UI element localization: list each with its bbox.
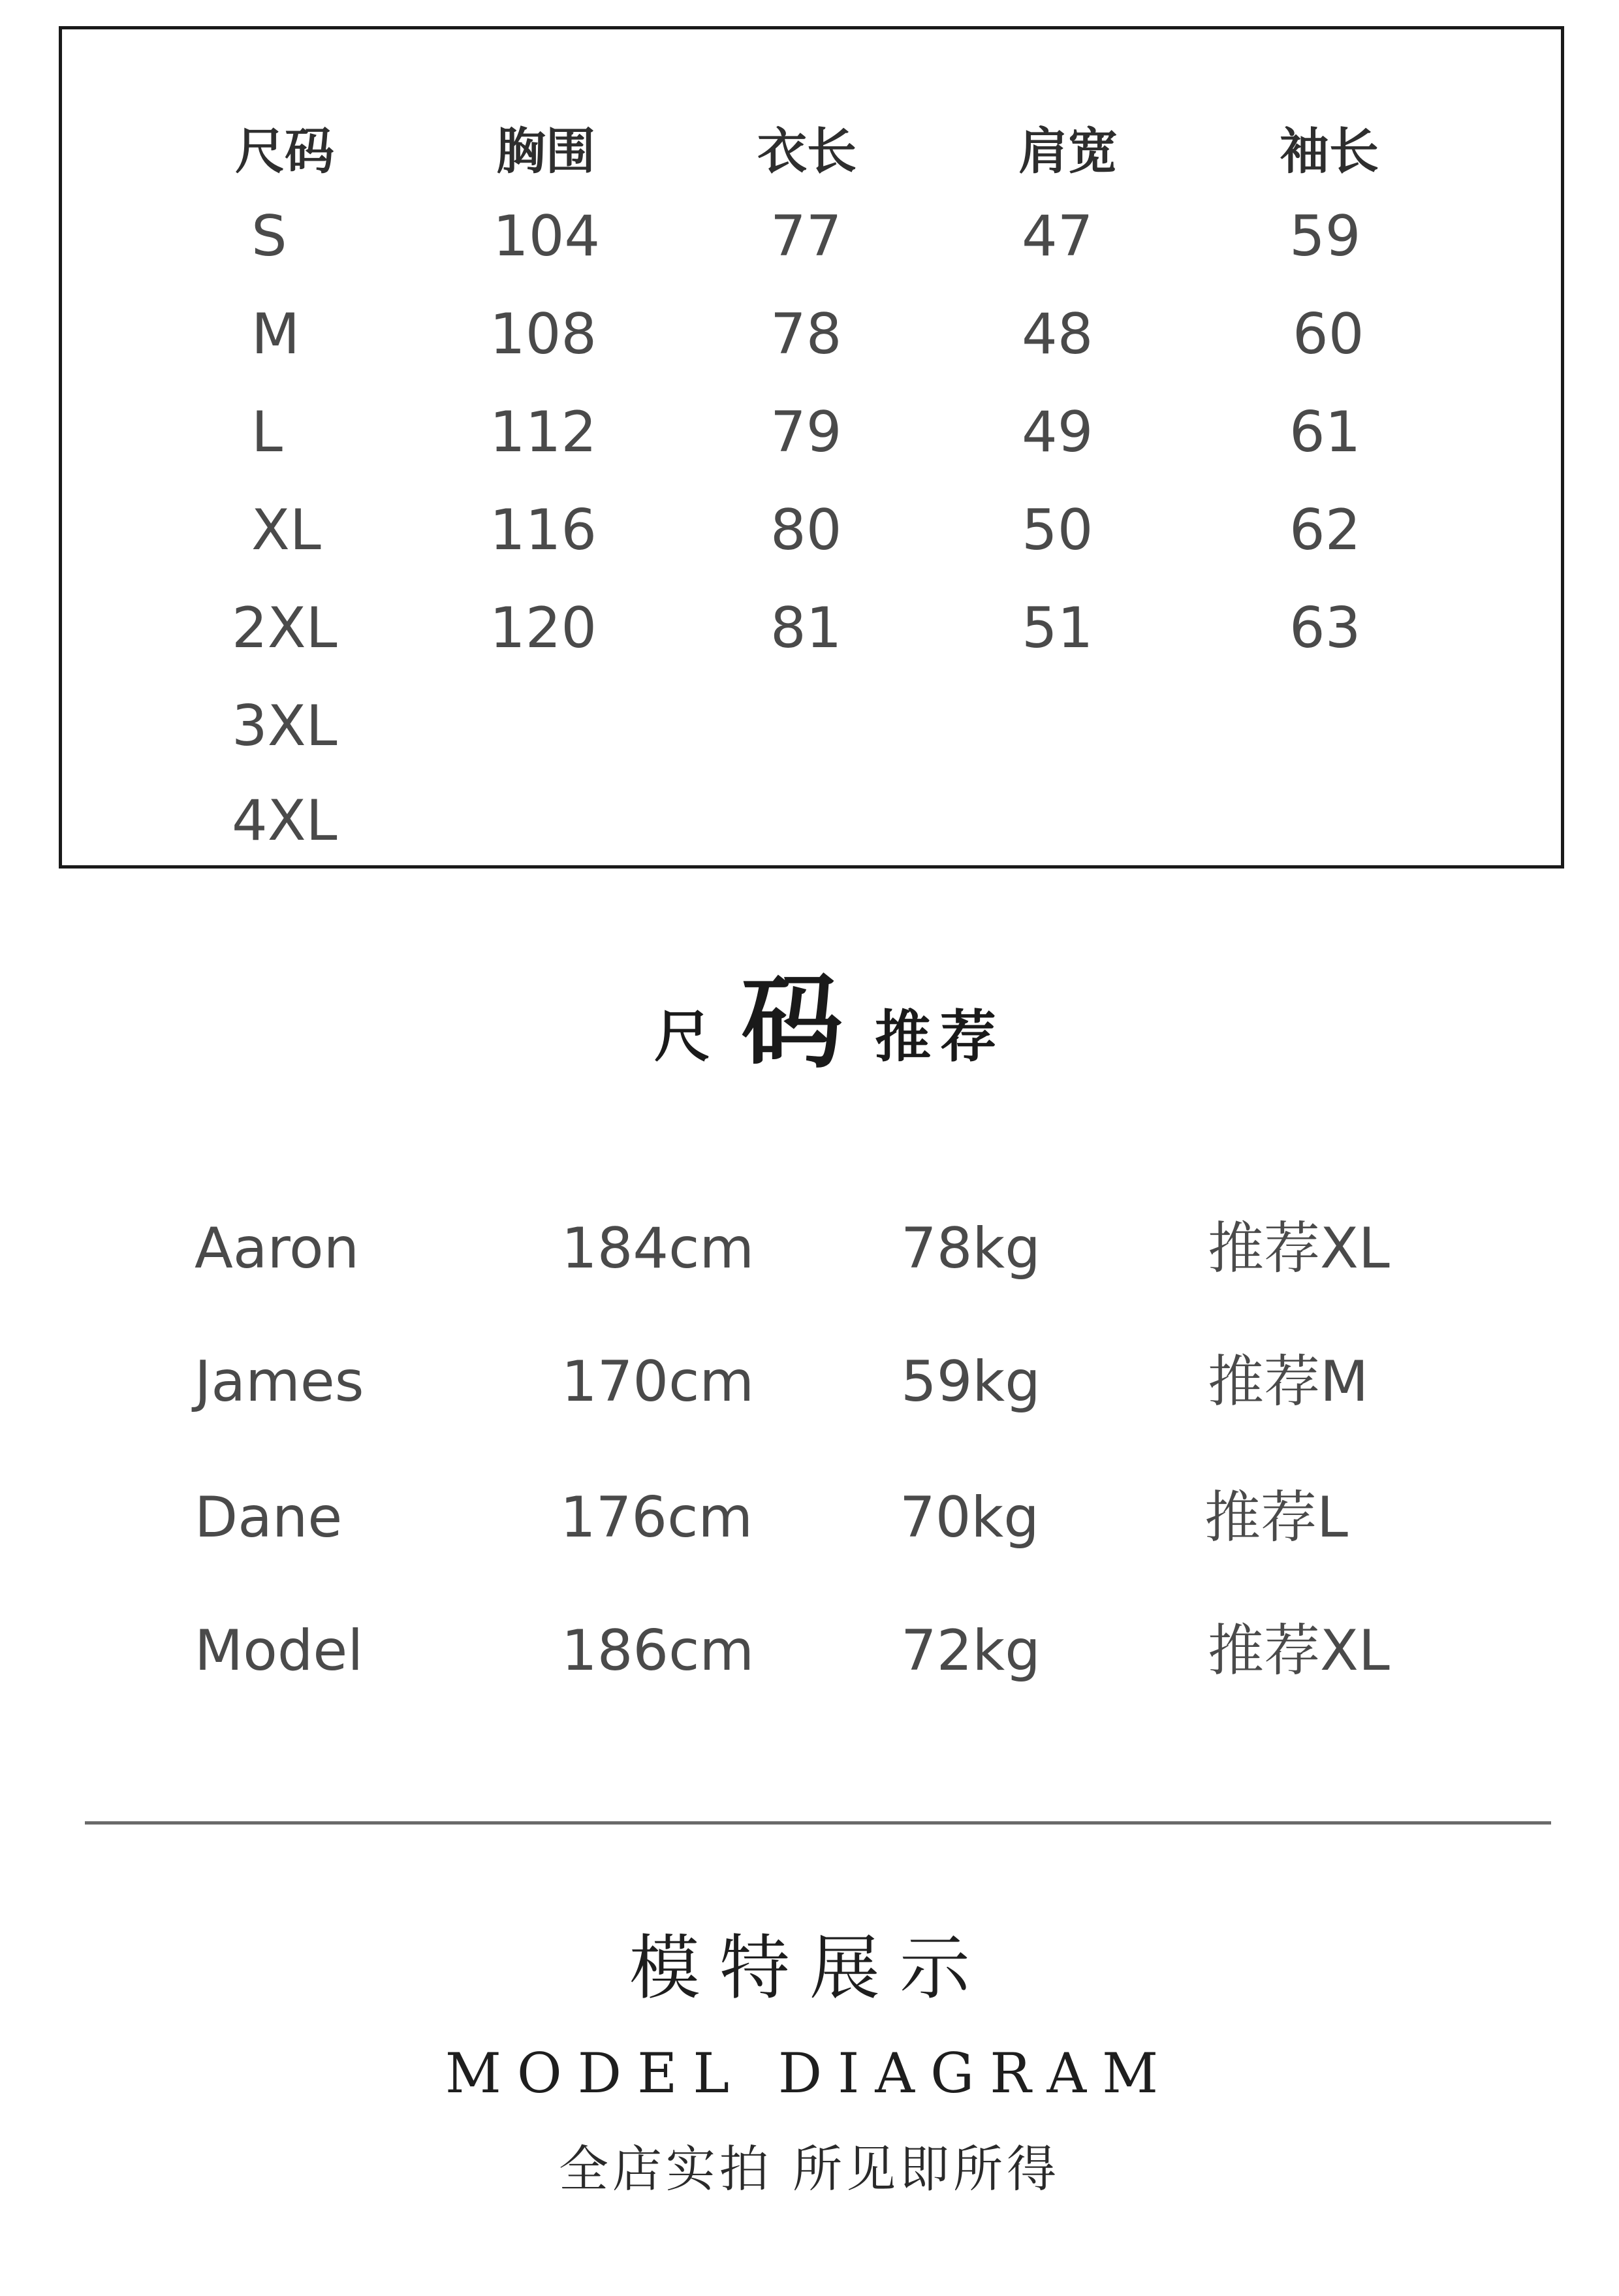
- size-cell: 3XL: [232, 694, 338, 759]
- sleeve-cell: 59: [1289, 204, 1361, 269]
- title-char: 尺: [654, 1004, 710, 1070]
- model-height: 184cm: [561, 1216, 755, 1281]
- chest-cell: 116: [490, 498, 597, 563]
- shoulder-cell: 49: [1022, 400, 1093, 465]
- header-size: 尺码: [235, 122, 334, 180]
- title-char: 推: [875, 1004, 931, 1070]
- model-recommended-size: 推荐L: [1204, 1485, 1348, 1550]
- section-divider: [85, 1821, 1551, 1825]
- model-weight: 78kg: [901, 1216, 1041, 1281]
- model-recommended-size: 推荐XL: [1208, 1618, 1390, 1683]
- model-height: 170cm: [561, 1349, 755, 1414]
- chest-cell: 104: [493, 204, 601, 269]
- shoulder-cell: 51: [1022, 596, 1093, 661]
- shoulder-cell: 48: [1022, 302, 1093, 367]
- chest-cell: 112: [490, 400, 597, 465]
- model-name: Aaron: [195, 1216, 360, 1281]
- length-cell: 78: [770, 302, 842, 367]
- length-cell: 77: [770, 204, 842, 269]
- model-weight: 72kg: [901, 1618, 1041, 1683]
- size-cell: XL: [251, 498, 321, 563]
- header-shoulder: 肩宽: [1018, 122, 1118, 180]
- model-weight: 70kg: [900, 1485, 1039, 1550]
- header-length: 衣长: [757, 122, 857, 180]
- model-height: 176cm: [560, 1485, 753, 1550]
- size-cell: S: [251, 204, 287, 269]
- size-cell: L: [251, 400, 283, 465]
- size-recommendation-title: [0, 940, 1619, 1082]
- model-display-title: 模特展示: [629, 1928, 990, 2009]
- sleeve-cell: 62: [1289, 498, 1361, 563]
- size-cell: 2XL: [232, 596, 338, 661]
- model-recommended-size: 推荐M: [1208, 1349, 1369, 1414]
- sleeve-cell: 63: [1289, 596, 1361, 661]
- chest-cell: 108: [490, 302, 597, 367]
- chest-cell: 120: [490, 596, 597, 661]
- title-char: 荐: [940, 1004, 996, 1070]
- sleeve-cell: 60: [1293, 302, 1364, 367]
- model-name: James: [195, 1349, 364, 1414]
- length-cell: 79: [770, 400, 842, 465]
- shoulder-cell: 47: [1022, 204, 1093, 269]
- length-cell: 81: [770, 596, 842, 661]
- sleeve-cell: 61: [1289, 400, 1361, 465]
- model-diagram-title: MODEL DIAGRAM: [445, 2041, 1174, 2105]
- size-cell: M: [251, 302, 300, 367]
- model-height: 186cm: [561, 1618, 755, 1683]
- model-recommended-size: 推荐XL: [1208, 1216, 1390, 1281]
- header-sleeve: 袖长: [1280, 122, 1379, 180]
- length-cell: 80: [770, 498, 842, 563]
- model-name: Model: [195, 1618, 364, 1683]
- shoulder-cell: 50: [1022, 498, 1093, 563]
- header-chest: 胸围: [496, 122, 595, 180]
- size-chart-table: [59, 26, 1564, 869]
- title-char: 码: [741, 963, 843, 1082]
- model-weight: 59kg: [901, 1349, 1041, 1414]
- size-cell: 4XL: [232, 788, 338, 853]
- model-display-subtitle: 全店实拍 所见即所得: [558, 2140, 1061, 2198]
- model-name: Dane: [195, 1485, 343, 1550]
